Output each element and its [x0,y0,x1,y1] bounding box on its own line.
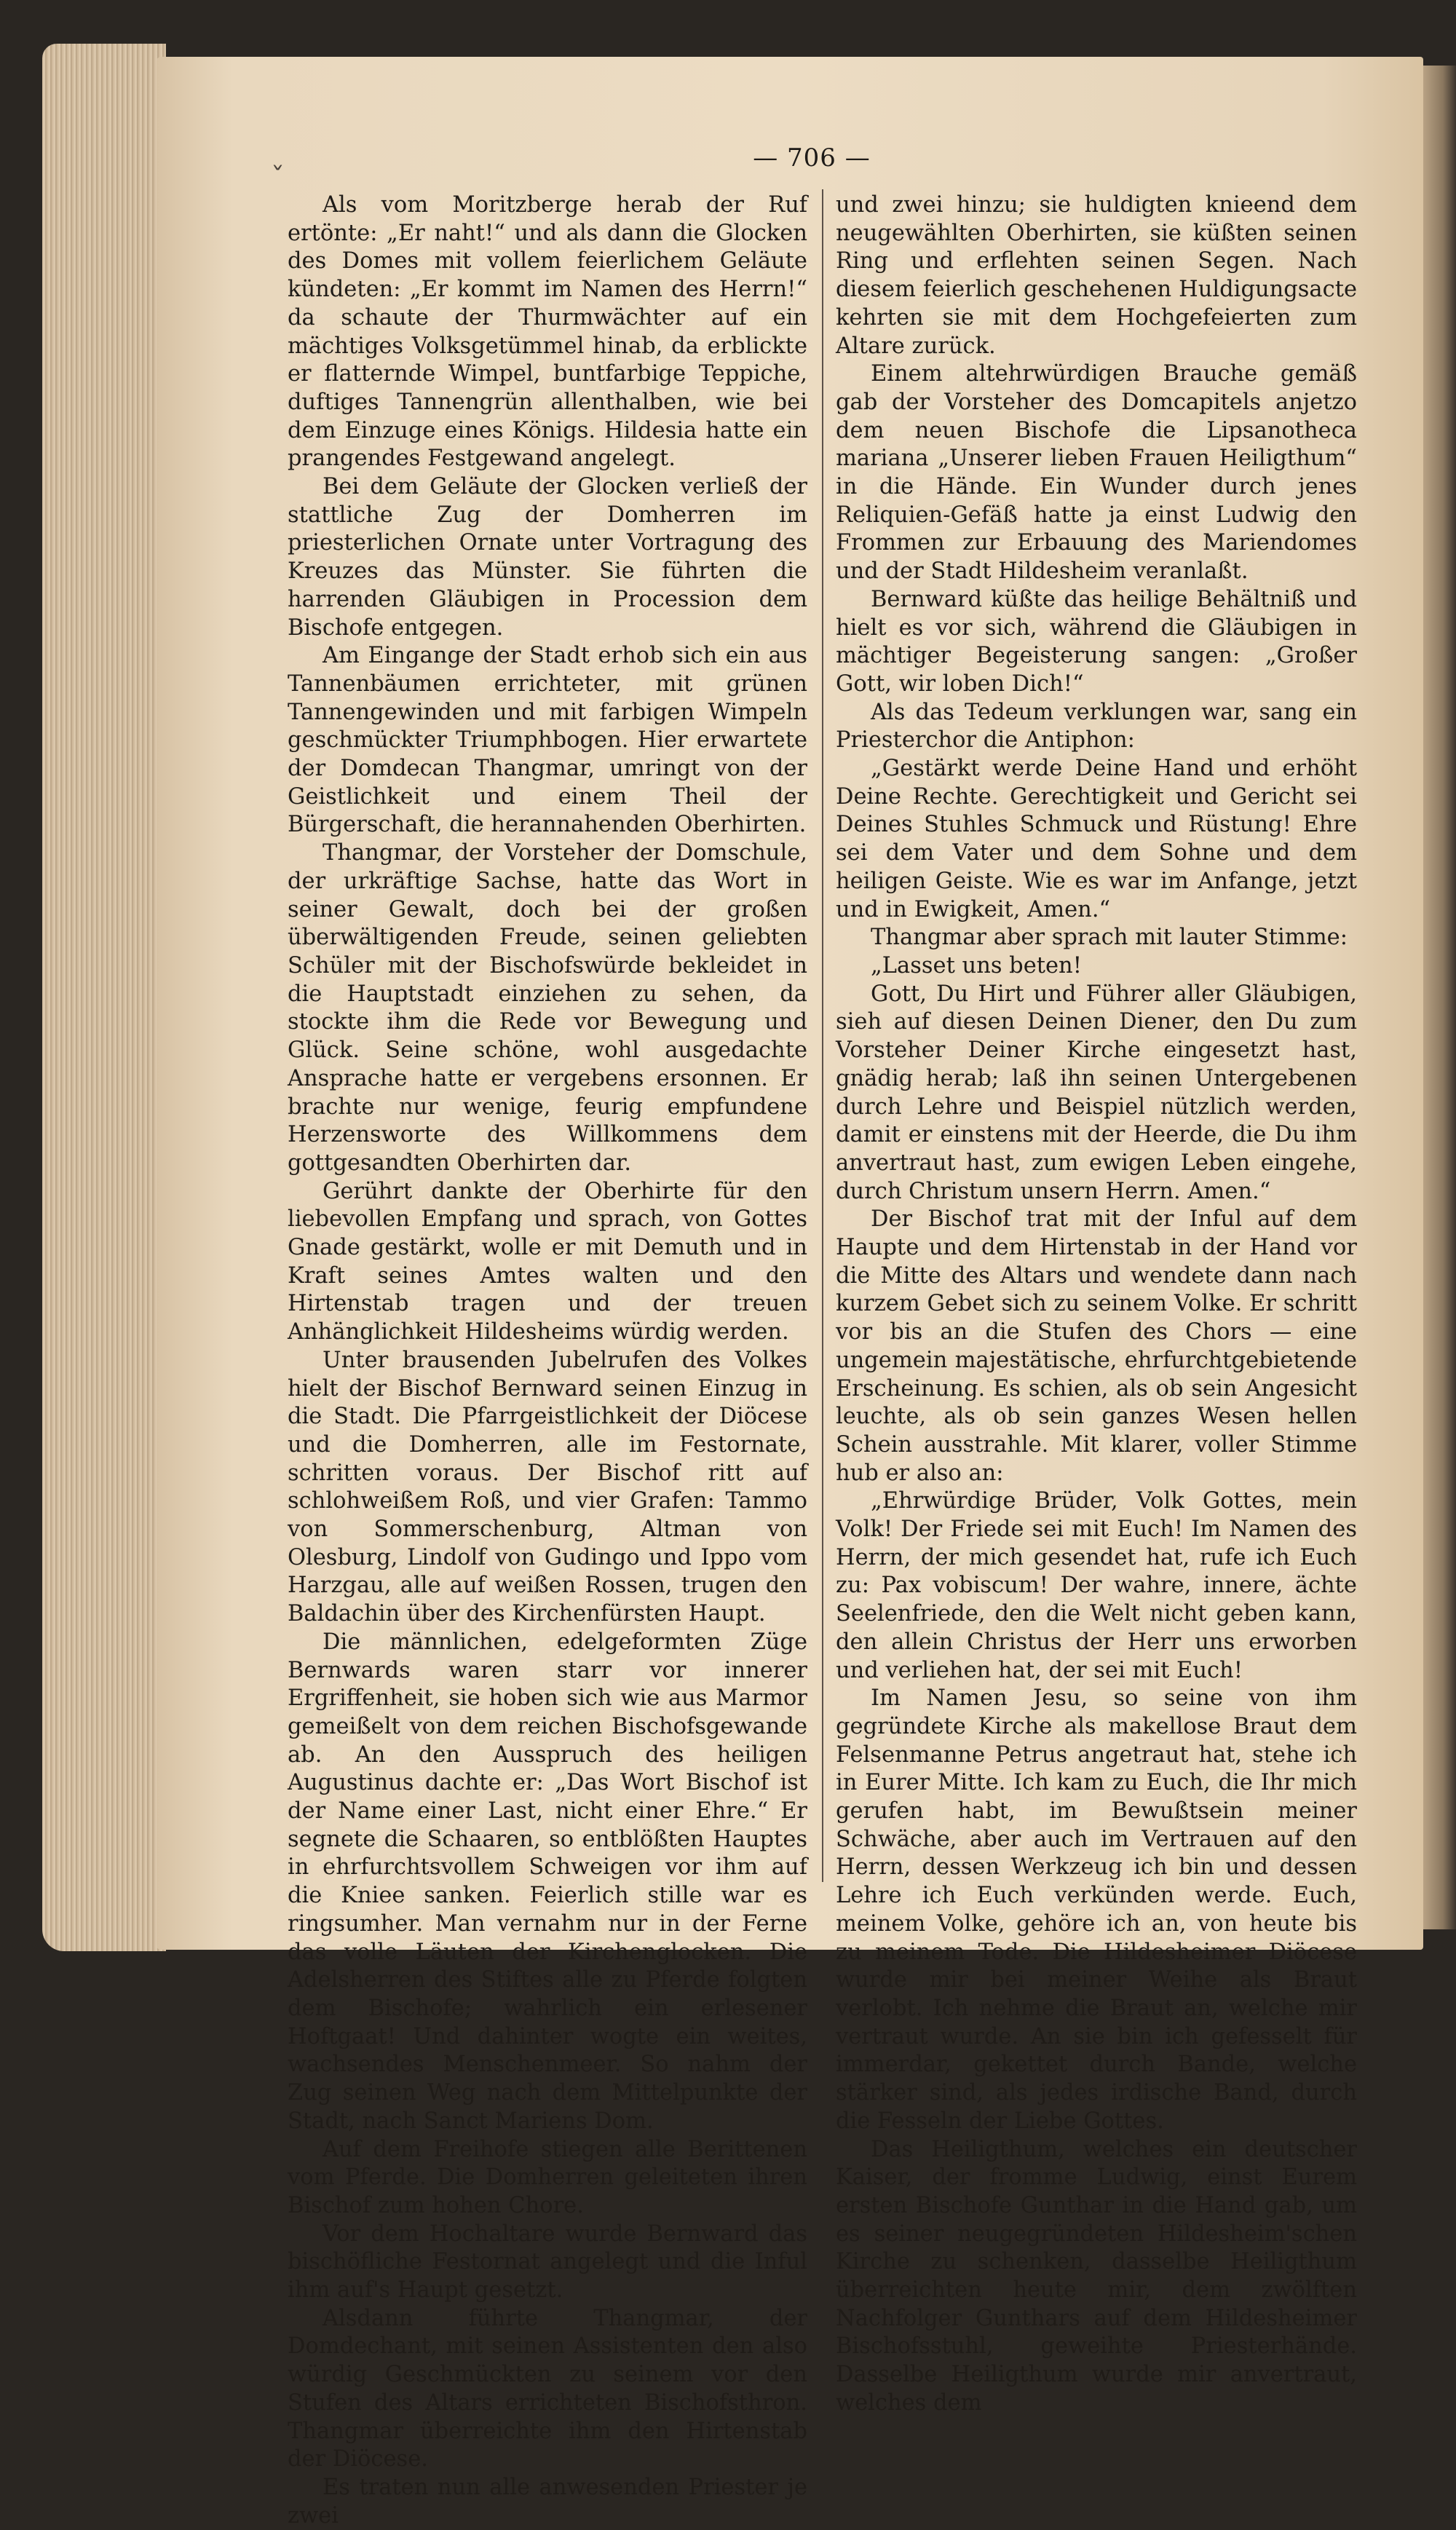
paragraph: Im Namen Jesu, so seine von ihm gegründete Kirche als makellose Braut dem Felsenmanne Petrus angetraut hat, stehe ich in Eurer Mitte. Ich kam zu Euch, die Ihr mich gerufen habt, im Bewußtsein meiner Schwäche, aber auch im Vertrauen auf den Herrn, dessen Werkzeug ich bin und dessen Lehre ich Euch verkünden werde. Euch, meinem Volke, gehöre ich an, von heute bis zu meinem Tode. Die Hildesheimer Diöcese wurde mir bei meiner Weihe als Braut verlobt. Ich nehme die Braut an, welche mir vertraut wurde. An sie bin ich gefesselt für immerdar, gekettet durch Bande, welche stärker sind, als jedes irdische Band, durch die Fesseln der Liebe Gottes. [836,1685,1357,2134]
paragraph: Unter brausenden Jubelrufen des Volkes hielt der Bischof Bernward seinen Einzug in die Stadt. Die Pfarrgeistlichkeit der Diöcese und die Domherren, alle im Festornate, schritten voraus. Der Bischof ritt auf schlohweißem Roß, und vier Grafen: Tammo von Sommerschenburg, Altman von Olesburg, Lindolf von Gudingo und Ippo vom Harzgau, alle auf weißen Rossen, trugen den Baldachin über des Kirchenfürsten Haupt. [288,1347,807,1627]
paragraph: Am Eingange der Stadt erhob sich ein aus Tannenbäumen errichteter, mit grünen Tannengewinden und mit farbigen Wimpeln geschmückter Triumphbogen. Hier erwartete der Domdecan Thangmar, umringt von der Geistlichkeit und einem Theil der Bürgerschaft, die herannahenden Oberhirten. [288,643,807,838]
paragraph: Gott, Du Hirt und Führer aller Gläubigen, sieh auf diesen Deinen Diener, den Du zum Vorsteher Deiner Kirche eingesetzt hast, gnädig herab; laß ihn seinen Untergebenen durch Lehre und Beispiel nützlich werden, damit er einstens mit der Heerde, die Du ihm anvertraut hast, zum ewigen Leben eingehe, durch Christum unsern Herrn. Amen.“ [836,981,1357,1204]
paragraph: Auf dem Freihofe stiegen alle Berittenen vom Pferde. Die Domherren geleiteten ihren Bischof zum hohen Chore. [288,2136,807,2218]
binding-gutter [1423,66,1456,1929]
paragraph: Bernward küßte das heilige Behältniß und hielt es vor sich, während die Gläubigen in mächtiger Begeisterung sangen: „Großer Gott, wir loben Dich!“ [836,586,1357,697]
page-number: — 706 — [753,143,871,173]
paragraph: Die männlichen, edelgeformten Züge Bernwards waren starr vor innerer Ergriffenheit, sie hoben sich wie aus Marmor gemeißelt von dem reichen Bischofsgewande ab. An den Ausspruch des heiligen Augustinus dachte er: „Das Wort Bischof ist der Name einer Last, nicht einer Ehre.“ Er segnete die Schaaren, so entblößten Hauptes in ehrfurchtsvollem Schweigen vor ihm auf die Kniee sanken. Feierlich stille war es ringsumher. Man vernahm nur in der Ferne das volle Läuten der Kirchenglocken. Die Adelsherren des Stiftes alle zu Pferde folgten dem Bischofe; wahrlich ein erlesener Hoftgaat! Und dahinter wogte ein weites, wachsendes Menschenmeer. So nahm der Zug seinen Weg nach dem Mittelpunkte der Stadt, nach Sanct Mariens Dom. [288,1629,807,2134]
column-divider-rule [822,189,823,1882]
paragraph: Bei dem Geläute der Glocken verließ der stattliche Zug der Domherren im priesterlichen Ornate unter Vortragung des Kreuzes das Münster. Sie führten die harrenden Gläubigen in Procession dem Bischofe entgegen. [288,474,807,641]
paragraph: Das Heiligthum, welches ein deutscher Kaiser, der fromme Ludwig, einst Eurem ersten Bischofe Gunthar in die Hand gab, um es seiner neugegründeten Hildesheim'schen Kirche zu schenken, dasselbe Heiligthum überreichten heute mir, dem zwölften Nachfolger Gunthars auf dem Hildesheimer Bischofsstuhl, geweihte Priesterhände. Dasselbe Heiligthum wurde mir anvertraut, welches dem [836,2136,1357,2416]
left-text-column [288,191,807,2530]
margin-ink-mark: ˇ [271,162,285,194]
paragraph: Es traten nun alle anwesenden Priester je zwei [288,2474,807,2529]
paragraph: Vor dem Hochaltare wurde Bernward das bischöfliche Festornat angelegt und die Inful ihm auf's Haupt gesetzt. [288,2221,807,2304]
paragraph: Einem altehrwürdigen Brauche gemäß gab der Vorsteher des Domcapitels anjetzo dem neuen Bischofe die Lipsanotheca mariana „Unserer lieben Frauen Heiligthum“ in die Hände. Ein Wunder durch jenes Reliquien-Gefäß hatte ja einst Ludwig den Frommen zur Erbauung des Mariendomes und der Stadt Hildesheim veranlaßt. [836,361,1357,585]
stacked-page-edges [42,44,166,1951]
right-text-column [836,191,1357,2418]
paragraph: „Ehrwürdige Brüder, Volk Gottes, mein Volk! Der Friede sei mit Euch! Im Namen des Herrn, der mich gesendet hat, rufe ich Euch zu: Pax vobiscum! Der wahre, innere, ächte Seelenfriede, den die Welt nicht geben kann, den allein Christus der Herr uns erworben und verliehen hat, der sei mit Euch! [836,1488,1357,1683]
paragraph: und zwei hinzu; sie huldigten knieend dem neugewählten Oberhirten, sie küßten seinen Ring und erflehten seinen Segen. Nach diesem feierlich geschehenen Huldigungsacte kehrten sie mit dem Hochgefeierten zum Altare zurück. [836,192,1357,359]
paragraph: Der Bischof trat mit der Inful auf dem Haupte und dem Hirtenstab in der Hand vor die Mitte des Altars und wendete dann nach kurzem Gebet sich zu seinem Volke. Er schritt vor bis an die Stufen des Chors — eine ungemein majestätische, ehrfurchtgebietende Erscheinung. Es schien, als ob sein Angesicht leuchte, als ob sein ganzes Wesen hellen Schein ausstrahle. Mit klarer, voller Stimme hub er also an: [836,1206,1357,1486]
paragraph: Als vom Moritzberge herab der Ruf ertönte: „Er naht!“ und als dann die Glocken des Domes mit vollem feierlichem Geläute kündeten: „Er kommt im Namen des Herrn!“ da schaute der Thurmwächter auf ein mächtiges Volksgetümmel hinab, da erblickte er flatternde Wimpel, buntfarbige Teppiche, duftiges Tannengrün allenthalben, wie bei dem Einzuge eines Königs. Hildesia hatte ein prangendes Festgewand angelegt. [288,192,807,472]
paragraph: Thangmar aber sprach mit lauter Stimme: [871,925,1348,951]
paragraph: Gerührt dankte der Oberhirte für den liebevollen Empfang und sprach, von Gottes Gnade gestärkt, wolle er mit Demuth und in Kraft seines Amtes walten und den Hirtenstab tragen und der treuen Anhänglichkeit Hildesheims würdig werden. [288,1178,807,1345]
paragraph: „Gestärkt werde Deine Hand und erhöht Deine Rechte. Gerechtigkeit und Gericht sei Deines Stuhles Schmuck und Rüstung! Ehre sei dem Vater und dem Sohne und dem heiligen Geiste. Wie es war im Anfange, jetzt und in Ewigkeit, Amen.“ [836,756,1357,922]
paragraph: Als das Tedeum verklungen war, sang ein Priesterchor die Antiphon: [836,699,1357,754]
paragraph: Thangmar, der Vorsteher der Domschule, der urkräftige Sachse, hatte das Wort in seiner Gewalt, doch bei der großen überwältigenden Freude, seinen geliebten Schüler mit der Bischofswürde bekleidet in die Hauptstadt einziehen zu sehen, da stockte ihm die Rede vor Bewegung und Glück. Seine schöne, wohl ausgedachte Ansprache hatte er vergebens ersonnen. Er brachte nur wenige, feurig empfundene Herzensworte des Willkommens dem gottgesandten Oberhirten dar. [288,840,807,1176]
paragraph: „Lasset uns beten! [871,952,1082,979]
paragraph: Alsdann führte Thangmar, der Domdechant, mit seinen Assistenten den also würdig Geschmückten zu seinem vor den Stufen des Altars errichteten Bischofsthron. Thangmar überreichte ihm den Hirtenstab der Diöcese. [288,2305,807,2472]
